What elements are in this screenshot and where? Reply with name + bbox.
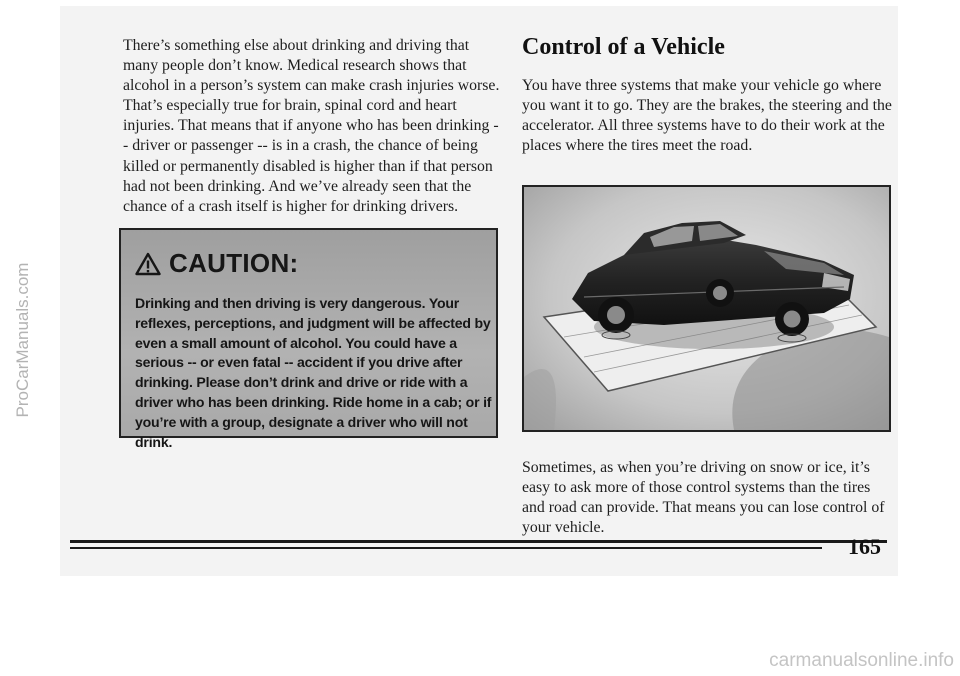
page-number: 165 <box>848 534 881 559</box>
footer-rule-thick <box>70 540 887 543</box>
control-systems-paragraph: You have three systems that make your vehicle go where you want it to go. They are the brakes, the steering and the accelerator. All three systems have to do their work at the places where the tires meet the road. <box>522 77 892 155</box>
warning-triangle-icon <box>135 252 161 276</box>
footer-rule-thin <box>70 547 822 549</box>
section-title: Control of a Vehicle <box>522 34 725 60</box>
alcohol-injury-paragraph: There’s something else about drinking and driving that many people don’t know. Medical research shows that alcohol in a person’s system can make crash injuries worse. That’s especially true for brain, spinal cord and heart injuries. That means that if anyone who has been drinking -- driver or passenger -- is in a crash, the chance of being killed or permanently disabled is higher than if that person had not been drinking. And we’ve already seen that the chance of a crash itself is higher for drinking drivers. <box>123 37 500 215</box>
caution-header <box>135 248 299 279</box>
lose-control-paragraph: Sometimes, as when you’re driving on snow or ice, it’s easy to ask more of those control systems than the tires and road can provide. That means you can lose control of your vehicle. <box>522 459 885 537</box>
caution-title: CAUTION: <box>169 248 299 278</box>
car-on-road-illustration <box>522 185 891 432</box>
side-watermark: ProCarManuals.com <box>13 262 32 418</box>
car-illustration-svg <box>524 187 889 430</box>
caution-text: Drinking and then driving is very dangerous. Your reflexes, perceptions, and judgment will be affected by even a small amount of alcohol. You could have a serious -- or even fatal -- accident if you drive after drinking. Please don’t drink and drive or ride with a driver who has been drinking. Ride home in a cab; or if you’re with a group, designate a driver who will not drink. <box>135 295 492 450</box>
caution-box <box>119 228 498 450</box>
bottom-watermark: carmanualsonline.info <box>769 650 954 671</box>
